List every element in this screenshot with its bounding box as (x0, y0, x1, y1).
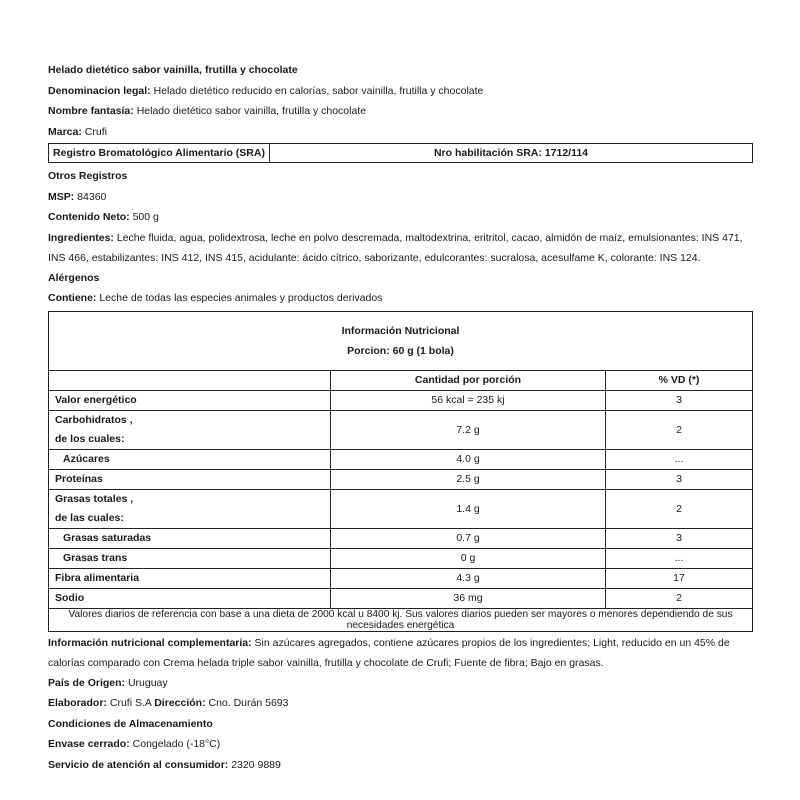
row-qty: 56 kcal = 235 kj (331, 390, 606, 410)
table-row (49, 410, 753, 449)
nutrition-title: Información Nutricional (341, 324, 460, 337)
denominacion-label: Denominacion legal: (48, 84, 151, 97)
row-name: Proteínas (49, 469, 331, 489)
direccion-label: Dirección: (154, 697, 206, 709)
row-vd: ... (606, 449, 753, 469)
nutrition-table (48, 311, 753, 632)
marca-value: Crufi (84, 125, 107, 138)
row-name-line1: Carbohidratos , (55, 413, 133, 426)
msp (48, 187, 753, 208)
table-row (49, 548, 753, 568)
sra-habilitacion: Nro habilitación SRA: 1712/114 (270, 144, 753, 163)
table-row (49, 528, 753, 548)
row-vd: 3 (606, 469, 753, 489)
row-qty: 36 mg (331, 588, 606, 608)
row-vd: 3 (606, 390, 753, 410)
row-vd: 17 (606, 568, 753, 588)
contenido-neto (48, 207, 753, 228)
row-qty: 4.3 g (331, 568, 606, 588)
row-vd: 3 (606, 528, 753, 548)
denominacion-value: Helado dietético reducido en calorías, sabor vainilla, frutilla y chocolate (153, 84, 484, 97)
row-name-line2: de los cuales: (55, 432, 125, 445)
header-qty: Cantidad por porción (331, 370, 606, 390)
msp-label: MSP: (48, 190, 75, 203)
elaborador-label: Elaborador: (48, 697, 107, 709)
row-qty: 0.7 g (331, 528, 606, 548)
product-title: Helado dietético sabor vainilla, frutilla y chocolate (48, 64, 298, 76)
nombre-fantasia (48, 101, 753, 122)
nutrition-header (49, 311, 753, 370)
row-name-line1: Grasas totales , (55, 492, 134, 505)
row-name-line2: de las cuales: (55, 511, 124, 524)
info-complementaria-value: Sin azúcares agregados, contiene azúcares propios de los ingredientes; Light, reducido en un 45% de calorías comparado con Crema helada triple sabor vainilla, frutilla y chocolate de Crufi; Fuente de fibra; Bajo en grasas. (48, 636, 730, 669)
denominacion-legal (48, 81, 753, 102)
contiene-label: Contiene: (48, 292, 97, 304)
table-row (49, 390, 753, 410)
nutrition-portion: Porcion: 60 g (1 bola) (347, 344, 454, 357)
nombre-fantasia-label: Nombre fantasía: (48, 105, 134, 117)
pais-value: Uruguay (127, 676, 168, 689)
marca (48, 122, 753, 143)
servicio-label: Servicio de atención al consumidor: (48, 758, 229, 771)
row-qty: 1.4 g (331, 489, 606, 528)
table-row (49, 489, 753, 528)
table-row (49, 449, 753, 469)
envase-cerrado (48, 734, 753, 755)
row-name (49, 410, 331, 449)
row-vd: 2 (606, 489, 753, 528)
elaborador (48, 693, 753, 714)
servicio-consumidor (48, 755, 753, 776)
servicio-value: 2320 9889 (231, 758, 281, 771)
row-name: Fibra alimentaria (49, 568, 331, 588)
product-sheet (48, 60, 753, 775)
nutrition-column-headers (49, 370, 753, 390)
msp-value: 84360 (77, 190, 107, 203)
row-name: Valor energético (49, 390, 331, 410)
row-qty: 4.0 g (331, 449, 606, 469)
pais-label: País de Origen: (48, 676, 126, 689)
table-row (49, 588, 753, 608)
row-name (49, 489, 331, 528)
envase-value: Congelado (-18°C) (132, 738, 221, 750)
ingredientes-label: Ingredientes: (48, 231, 114, 244)
info-complementaria-label: Información nutricional complementaria: (48, 636, 252, 649)
row-vd: ... (606, 548, 753, 568)
info-complementaria (48, 633, 753, 673)
otros-registros-heading: Otros Registros (48, 170, 128, 182)
ingredientes (48, 228, 753, 268)
envase-label: Envase cerrado: (48, 738, 130, 750)
row-vd: 2 (606, 588, 753, 608)
row-name: Grasas saturadas (49, 528, 331, 548)
direccion-value: Cno. Durán 5693 (208, 697, 289, 709)
table-row (49, 469, 753, 489)
row-name: Sodio (49, 588, 331, 608)
contenido-value: 500 g (132, 211, 159, 223)
row-qty: 7.2 g (331, 410, 606, 449)
sra-table (48, 143, 753, 163)
nutrition-footnote: Valores diarios de referencia con base a una dieta de 2000 kcal u 8400 kj. Sus valores diarios pueden ser mayores o menores dependiendo de sus necesidades energética (49, 608, 753, 631)
marca-label: Marca: (48, 125, 82, 138)
sra-registro: Registro Bromatológico Alimentario (SRA) (49, 144, 270, 163)
nombre-fantasia-value: Helado dietético sabor vainilla, frutilla y chocolate (136, 105, 367, 117)
header-vd: % VD (*) (606, 370, 753, 390)
alergenos-heading: Alérgenos (48, 271, 100, 284)
row-vd: 2 (606, 410, 753, 449)
header-empty (49, 370, 331, 390)
pais-origen (48, 673, 753, 694)
contiene-value: Leche de todas las especies animales y productos derivados (99, 292, 383, 304)
ingredientes-value: Leche fluida, agua, polidextrosa, leche en polvo descremada, maltodextrina, eritritol, cacao, almidón de maíz, emulsionantes: INS 471, INS 466, estabilizantes: INS 412, INS 415, acidulante: ácido cítrico, saborizante, edulcorantes: sucralosa, acesulfame K, colorante: INS 124. (48, 231, 743, 264)
row-name: Grasas trans (49, 548, 331, 568)
table-row (49, 568, 753, 588)
contiene (48, 288, 753, 309)
elaborador-value: Crufi S.A (109, 697, 152, 709)
row-qty: 0 g (331, 548, 606, 568)
row-qty: 2.5 g (331, 469, 606, 489)
condiciones-heading: Condiciones de Almacenamiento (48, 717, 213, 730)
contenido-label: Contenido Neto: (48, 211, 130, 223)
row-name: Azúcares (49, 449, 331, 469)
